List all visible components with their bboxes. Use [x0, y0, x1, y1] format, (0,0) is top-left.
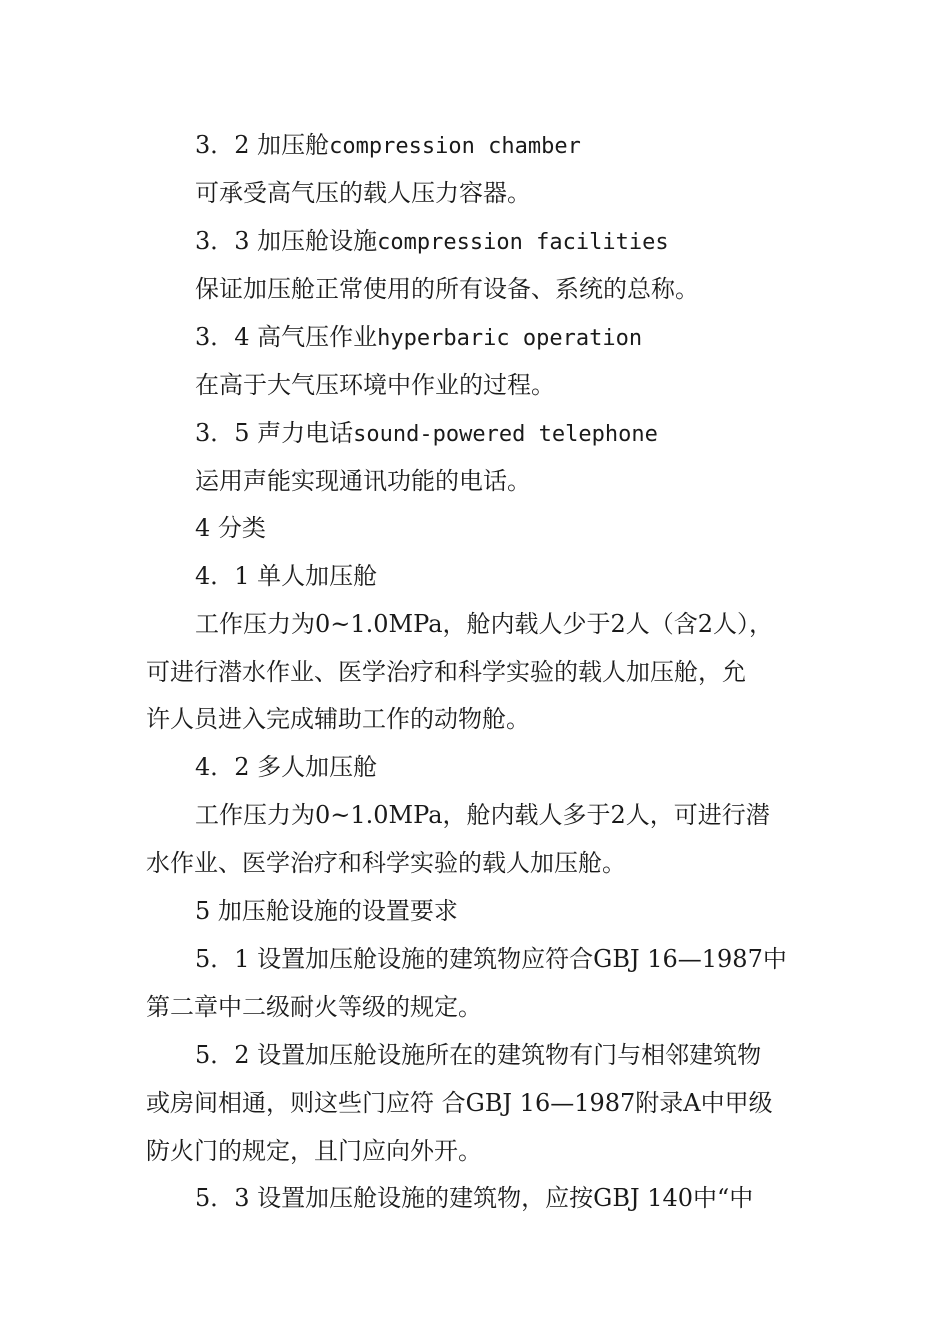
paragraph-5-2-line-1: 5．2 设置加压舱设施所在的建筑物有门与相邻建筑物 — [195, 1041, 762, 1069]
paragraph-4-2-line-1: 工作压力为0~1.0MPa，舱内载人多于2人，可进行潜 — [195, 801, 770, 829]
paragraph-5-1-line-2: 第二章中二级耐火等级的规定。 — [146, 993, 482, 1021]
paragraph-4-1-line-1: 工作压力为0~1.0MPa，舱内载人少于2人（含2人）， — [195, 610, 774, 638]
term-heading-3-4-en: hyperbaric operation — [377, 326, 643, 351]
paragraph-5-1-line-1: 5．1 设置加压舱设施的建筑物应符合GBJ 16—1987中 — [195, 945, 787, 973]
paragraph-5-2-line-3: 防火门的规定，且门应向外开。 — [146, 1137, 482, 1165]
term-definition-3-2: 可承受高气压的载人压力容器。 — [195, 179, 531, 207]
section-heading-4: 4 分类 — [195, 514, 266, 542]
paragraph-4-2-line-2: 水作业、医学治疗和科学实验的载人加压舱。 — [146, 849, 626, 877]
term-heading-3-5 — [195, 417, 875, 451]
term-definition-3-4: 在高于大气压环境中作业的过程。 — [195, 371, 555, 399]
term-heading-3-2 — [195, 129, 875, 163]
term-heading-3-4 — [195, 321, 875, 355]
section-heading-5: 5 加压舱设施的设置要求 — [195, 897, 458, 925]
term-heading-3-5-cn: 3．5 声力电话 — [195, 419, 354, 447]
term-heading-3-4-cn: 3．4 高气压作业 — [195, 323, 378, 351]
paragraph-5-3-line-1: 5．3 设置加压舱设施的建筑物，应按GBJ 140中“中 — [195, 1184, 754, 1212]
term-heading-3-2-cn: 3．2 加压舱 — [195, 131, 330, 159]
term-heading-3-3-cn: 3．3 加压舱设施 — [195, 227, 378, 255]
paragraph-4-1-line-3: 许人员进入完成辅助工作的动物舱。 — [146, 705, 530, 733]
term-heading-3-3 — [195, 225, 875, 259]
subsection-heading-4-1: 4．1 单人加压舱 — [195, 562, 378, 590]
term-heading-3-3-en: compression facilities — [377, 230, 669, 255]
term-heading-3-2-en: compression chamber — [329, 134, 581, 159]
paragraph-5-2-line-2: 或房间相通，则这些门应符 合GBJ 16—1987附录A中甲级 — [146, 1089, 773, 1117]
term-definition-3-3: 保证加压舱正常使用的所有设备、系统的总称。 — [195, 275, 699, 303]
paragraph-4-1-line-2: 可进行潜水作业、医学治疗和科学实验的载人加压舱，允 — [146, 658, 746, 686]
term-definition-3-5: 运用声能实现通讯功能的电话。 — [195, 467, 531, 495]
subsection-heading-4-2: 4．2 多人加压舱 — [195, 753, 378, 781]
term-heading-3-5-en: sound-powered telephone — [353, 422, 658, 447]
